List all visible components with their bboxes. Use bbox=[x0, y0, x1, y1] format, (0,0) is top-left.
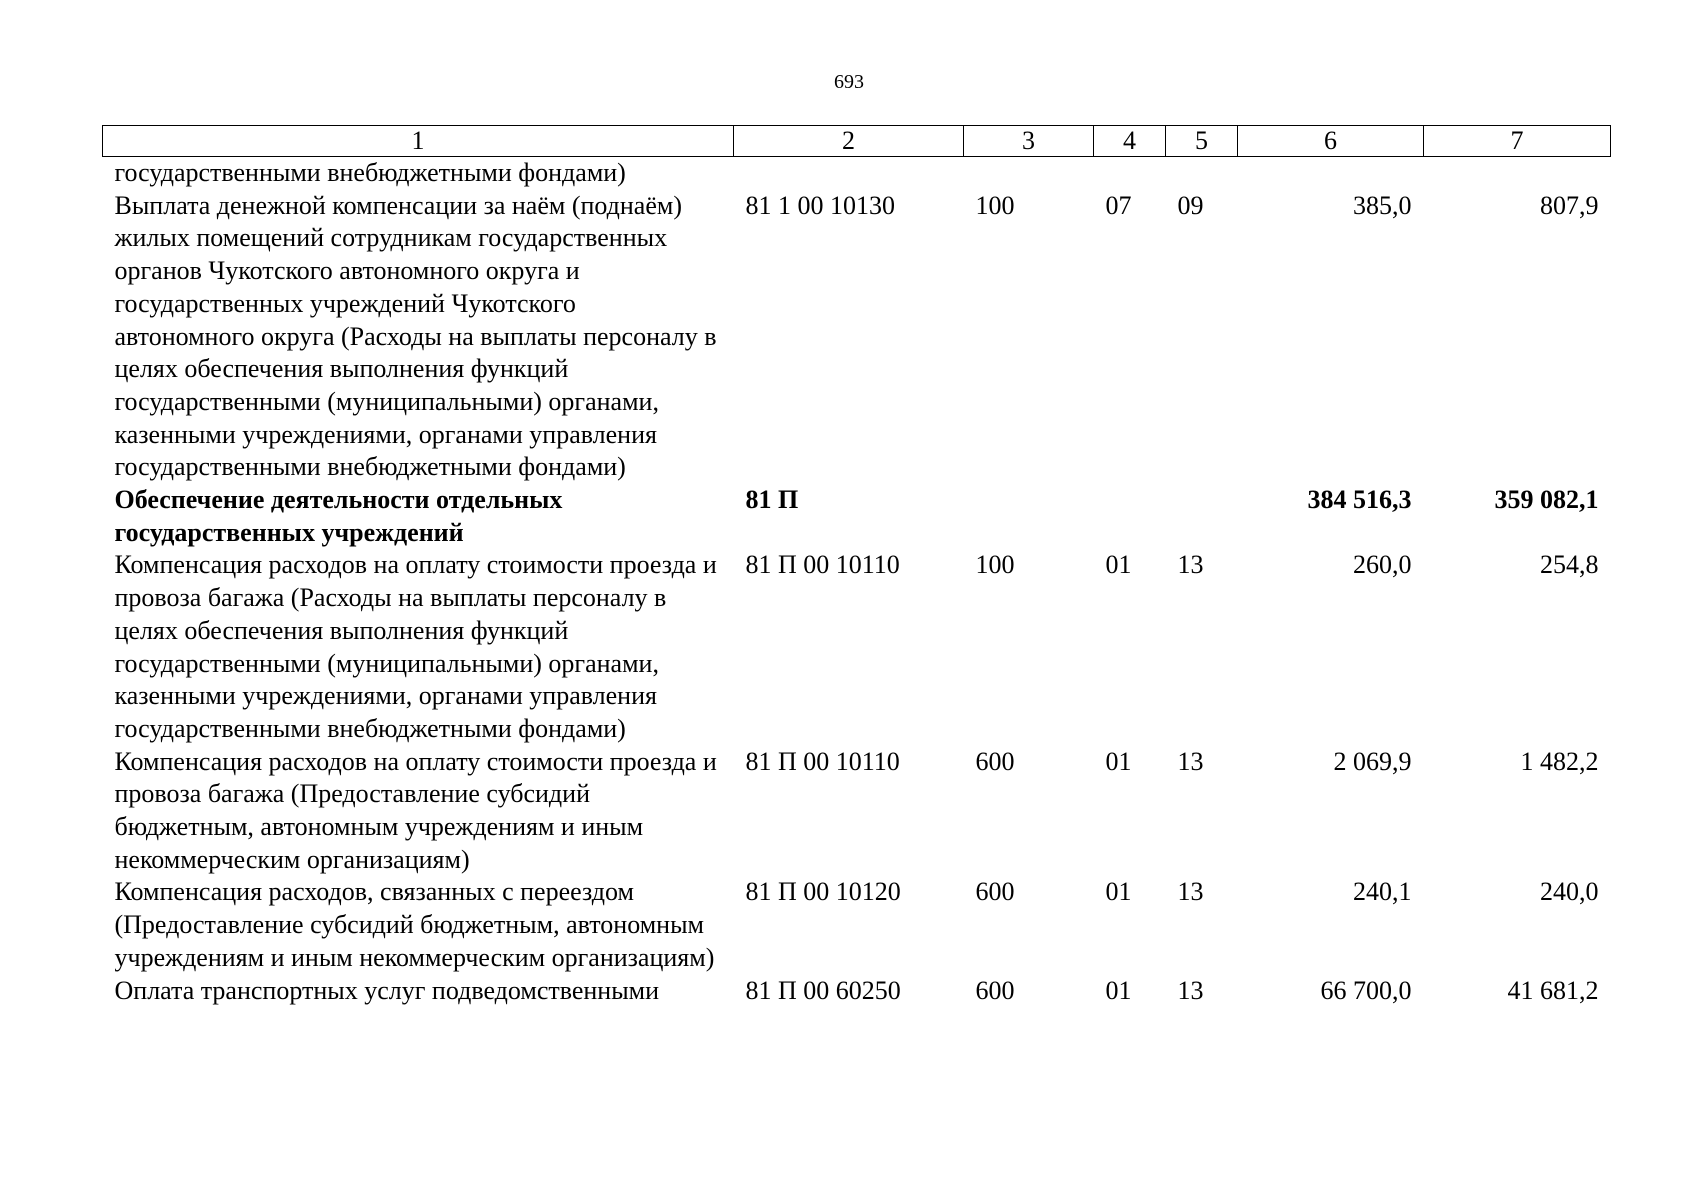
budget-table bbox=[102, 125, 1611, 1007]
row-description: Компенсация расходов на оплату стоимости проезда и провоза багажа (Предоставление субсидий бюджетным, автономным учреждениям и иным некоммерческим организациям) bbox=[114, 746, 717, 874]
row-section bbox=[1094, 484, 1166, 549]
row-amount-year-1 bbox=[1238, 157, 1424, 190]
column-header-4: 4 bbox=[1094, 126, 1166, 157]
row-target-code: 81 1 00 10130 bbox=[745, 190, 895, 220]
column-header-2: 2 bbox=[734, 126, 964, 157]
table-row bbox=[103, 549, 1611, 745]
row-amount-year-1: 384 516,3 bbox=[1307, 485, 1412, 515]
row-description: государственными внебюджетными фондами) bbox=[114, 158, 626, 187]
row-amount-year-1: 260,0 bbox=[1353, 550, 1412, 580]
row-amount-year-2: 359 082,1 bbox=[1494, 485, 1599, 515]
row-description: Компенсация расходов, связанных с переездом (Предоставление субсидий бюджетным, автономным учреждениям и иным некоммерческим организациям) bbox=[114, 877, 715, 972]
row-description: Компенсация расходов на оплату стоимости проезда и провоза багажа (Расходы на выплаты персоналу в целях обеспечения выполнения функций государственными (муниципальными) органами, казенными учреждениями, органами управления государственными внебюджетными фондами) bbox=[114, 550, 717, 743]
column-header-5: 5 bbox=[1166, 126, 1238, 157]
row-amount-year-2: 41 681,2 bbox=[1507, 975, 1599, 1005]
column-header-6: 6 bbox=[1238, 126, 1424, 157]
row-subsection bbox=[1166, 484, 1238, 549]
row-expense-type: 100 bbox=[975, 190, 1015, 220]
page-number: 693 bbox=[834, 71, 864, 93]
row-section: 01 bbox=[1105, 877, 1132, 907]
row-description: Выплата денежной компенсации за наём (поднаём) жилых помещений сотрудникам государственных органов Чукотского автономного округа и государственных учреждений Чукотского автономного округа (Расходы на выплаты персоналу в целях обеспечения выполнения функций государственными (муниципальными) органами, казенными учреждениями, органами управления государственными внебюджетными фондами) bbox=[114, 190, 717, 482]
row-subsection: 13 bbox=[1177, 975, 1204, 1005]
row-target-code: 81 П bbox=[745, 485, 799, 515]
table-row bbox=[103, 157, 1611, 190]
row-subsection: 13 bbox=[1177, 877, 1204, 907]
header-row bbox=[103, 126, 1611, 157]
row-amount-year-1: 2 069,9 bbox=[1333, 746, 1412, 776]
row-amount-year-2 bbox=[1424, 157, 1611, 190]
row-expense-type bbox=[964, 157, 1094, 190]
table-row bbox=[103, 190, 1611, 484]
row-description: Оплата транспортных услуг подведомственными bbox=[114, 975, 660, 1005]
row-amount-year-2: 240,0 bbox=[1540, 877, 1599, 907]
row-target-code: 81 П 00 10120 bbox=[745, 877, 901, 907]
row-target-code: 81 П 00 10110 bbox=[745, 746, 900, 776]
table-row bbox=[103, 484, 1611, 549]
column-header-1: 1 bbox=[103, 126, 734, 157]
row-target-code bbox=[734, 157, 964, 190]
row-section: 01 bbox=[1105, 550, 1132, 580]
row-subsection bbox=[1166, 157, 1238, 190]
row-expense-type: 100 bbox=[975, 550, 1015, 580]
row-subsection: 13 bbox=[1177, 746, 1204, 776]
table-row bbox=[103, 975, 1611, 1008]
row-section: 01 bbox=[1105, 975, 1132, 1005]
row-section: 01 bbox=[1105, 746, 1132, 776]
row-amount-year-2: 807,9 bbox=[1540, 190, 1599, 220]
column-header-7: 7 bbox=[1424, 126, 1611, 157]
row-section bbox=[1094, 157, 1166, 190]
table-row bbox=[103, 746, 1611, 877]
row-target-code: 81 П 00 10110 bbox=[745, 550, 900, 580]
row-expense-type: 600 bbox=[975, 975, 1015, 1005]
row-section: 07 bbox=[1105, 190, 1132, 220]
column-header-3: 3 bbox=[964, 126, 1094, 157]
row-subsection: 13 bbox=[1177, 550, 1204, 580]
table-body bbox=[103, 157, 1611, 1008]
row-amount-year-1: 385,0 bbox=[1353, 190, 1412, 220]
row-target-code: 81 П 00 60250 bbox=[745, 975, 901, 1005]
row-subsection: 09 bbox=[1177, 190, 1204, 220]
table-row bbox=[103, 876, 1611, 974]
row-amount-year-1: 66 700,0 bbox=[1320, 975, 1412, 1005]
row-amount-year-2: 1 482,2 bbox=[1520, 746, 1599, 776]
row-expense-type: 600 bbox=[975, 746, 1015, 776]
row-amount-year-2: 254,8 bbox=[1540, 550, 1599, 580]
row-expense-type bbox=[964, 484, 1094, 549]
row-description: Обеспечение деятельности отдельных государственных учреждений bbox=[114, 485, 563, 547]
row-amount-year-1: 240,1 bbox=[1353, 877, 1412, 907]
row-expense-type: 600 bbox=[975, 877, 1015, 907]
